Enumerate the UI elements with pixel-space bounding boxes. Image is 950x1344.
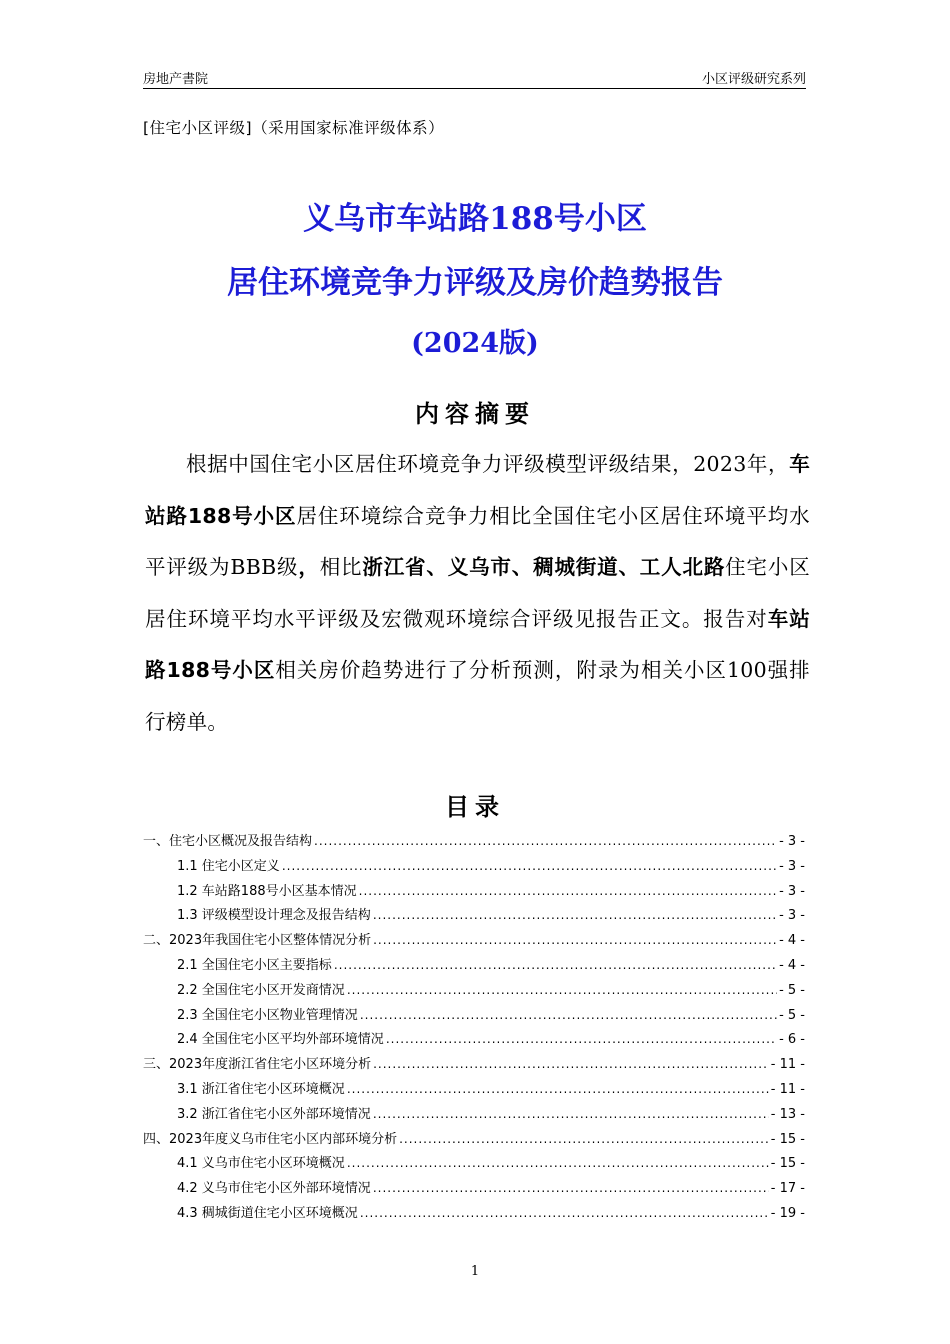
toc-entry-label: 1.3 评级模型设计理念及报告结构	[177, 908, 371, 924]
abstract-highlight: ，	[298, 555, 320, 579]
report-edition: (2024版)	[411, 328, 539, 359]
toc-entry[interactable]	[143, 1202, 805, 1227]
abstract-text: 相关房价趋势进行了分析预测，附录为相关小区100强排行榜单。	[145, 658, 810, 734]
toc-leader-dots	[282, 859, 777, 873]
toc-entry-page: - 4 -	[779, 933, 805, 949]
abstract-text: 相比	[319, 555, 363, 579]
abstract-text: 住宅小区居住环境平均水平评级及宏微观环境综合评级见报告正文。报告对	[145, 555, 810, 631]
toc-entry[interactable]	[143, 1053, 805, 1078]
toc-leader-dots	[373, 933, 777, 947]
toc-leader-dots	[347, 983, 777, 997]
toc-entry-label: 2.1 全国住宅小区主要指标	[177, 957, 332, 973]
toc-entry-label: 3.2 浙江省住宅小区外部环境情况	[177, 1106, 371, 1122]
abstract-highlight: 车站路188号小区	[145, 452, 810, 528]
report-title-line1: 义乌市车站路188号小区	[303, 201, 647, 237]
toc-entry-label: 4.2 义乌市住宅小区外部环境情况	[177, 1181, 371, 1197]
page-header	[143, 66, 806, 89]
abstract-body	[145, 439, 810, 748]
toc-leader-dots	[373, 1057, 769, 1071]
toc-entry-page: - 5 -	[779, 1007, 805, 1023]
page-number: 1	[470, 1264, 480, 1279]
table-of-contents	[143, 830, 805, 1227]
toc-entry[interactable]	[143, 1177, 805, 1202]
abstract-heading: 内容摘要	[415, 400, 535, 428]
abstract-text: 居住环境综合竞争力相比全国住宅小区居住环境平均水平评级为BBB级	[145, 503, 810, 579]
toc-leader-dots	[334, 958, 777, 972]
toc-entry-label: 4.3 稠城街道住宅小区环境概况	[177, 1205, 358, 1221]
toc-entry[interactable]	[143, 904, 805, 929]
toc-leader-dots	[373, 1107, 769, 1121]
toc-entry-page: - 4 -	[779, 957, 805, 973]
toc-heading: 目录	[445, 793, 505, 821]
toc-leader-dots	[360, 1008, 777, 1022]
toc-leader-dots	[373, 1181, 769, 1195]
toc-entry-page: - 19 -	[770, 1205, 805, 1221]
toc-entry[interactable]	[143, 855, 805, 880]
toc-entry-page: - 17 -	[770, 1181, 805, 1197]
toc-leader-dots	[347, 1082, 769, 1096]
toc-entry[interactable]	[143, 830, 805, 855]
abstract-paragraph	[145, 439, 810, 748]
toc-entry[interactable]	[143, 1028, 805, 1053]
toc-entry-page: - 15 -	[770, 1131, 805, 1147]
toc-entry-page: - 11 -	[770, 1081, 805, 1097]
toc-leader-dots	[360, 1206, 769, 1220]
toc-entry[interactable]	[143, 1103, 805, 1128]
toc-entry-label: 二、2023年我国住宅小区整体情况分析	[143, 933, 372, 949]
toc-entry-page: - 13 -	[770, 1106, 805, 1122]
toc-entry-label: 2.4 全国住宅小区平均外部环境情况	[177, 1032, 384, 1048]
toc-entry-label: 1.1 住宅小区定义	[177, 858, 280, 874]
toc-entry-label: 四、2023年度义乌市住宅小区内部环境分析	[143, 1131, 398, 1147]
toc-entry-page: - 5 -	[779, 982, 805, 998]
toc-entry[interactable]	[143, 954, 805, 979]
toc-entry-page: - 15 -	[770, 1156, 805, 1172]
toc-entry-label: 一、住宅小区概况及报告结构	[143, 834, 313, 849]
toc-entry-label: 2.3 全国住宅小区物业管理情况	[177, 1007, 358, 1023]
toc-entry[interactable]	[143, 1004, 805, 1029]
header-publisher: 房地产書院	[143, 72, 209, 87]
toc-leader-dots	[373, 908, 777, 922]
toc-entry-label: 4.1 义乌市住宅小区环境概况	[177, 1156, 345, 1172]
toc-entry-label: 2.2 全国住宅小区开发商情况	[177, 982, 345, 998]
toc-entry-page: - 3 -	[779, 908, 805, 924]
abstract-text: 根据中国住宅小区居住环境竞争力评级模型评级结果，2023年，	[186, 452, 790, 476]
report-title-line2: 居住环境竞争力评级及房价趋势报告	[227, 265, 723, 301]
toc-entry-label: 1.2 车站路188号小区基本情况	[177, 883, 357, 899]
toc-leader-dots	[347, 1156, 769, 1170]
toc-entry[interactable]	[143, 1128, 805, 1153]
toc-entry-label: 3.1 浙江省住宅小区环境概况	[177, 1081, 345, 1097]
toc-leader-dots	[314, 834, 777, 848]
toc-entry[interactable]	[143, 929, 805, 954]
toc-leader-dots	[399, 1132, 769, 1146]
report-tagline: [住宅小区评级]（采用国家标准评级体系）	[143, 119, 445, 137]
toc-entry[interactable]	[143, 880, 805, 905]
toc-entry[interactable]	[143, 979, 805, 1004]
header-series: 小区评级研究系列	[701, 72, 806, 87]
toc-entry-page: - 11 -	[770, 1057, 805, 1073]
toc-entry-page: - 3 -	[779, 834, 805, 849]
toc-leader-dots	[359, 884, 777, 898]
toc-leader-dots	[386, 1032, 777, 1046]
toc-entry-label: 三、2023年度浙江省住宅小区环境分析	[143, 1057, 372, 1073]
toc-entry-page: - 3 -	[779, 883, 805, 899]
toc-entry-page: - 6 -	[779, 1032, 805, 1048]
abstract-highlight: 浙江省、义乌市、稠城街道、工人北路	[362, 555, 726, 579]
toc-entry[interactable]	[143, 1152, 805, 1177]
toc-entry[interactable]	[143, 1078, 805, 1103]
abstract-highlight: 车站路188号小区	[145, 606, 810, 682]
toc-entry-page: - 3 -	[779, 858, 805, 874]
